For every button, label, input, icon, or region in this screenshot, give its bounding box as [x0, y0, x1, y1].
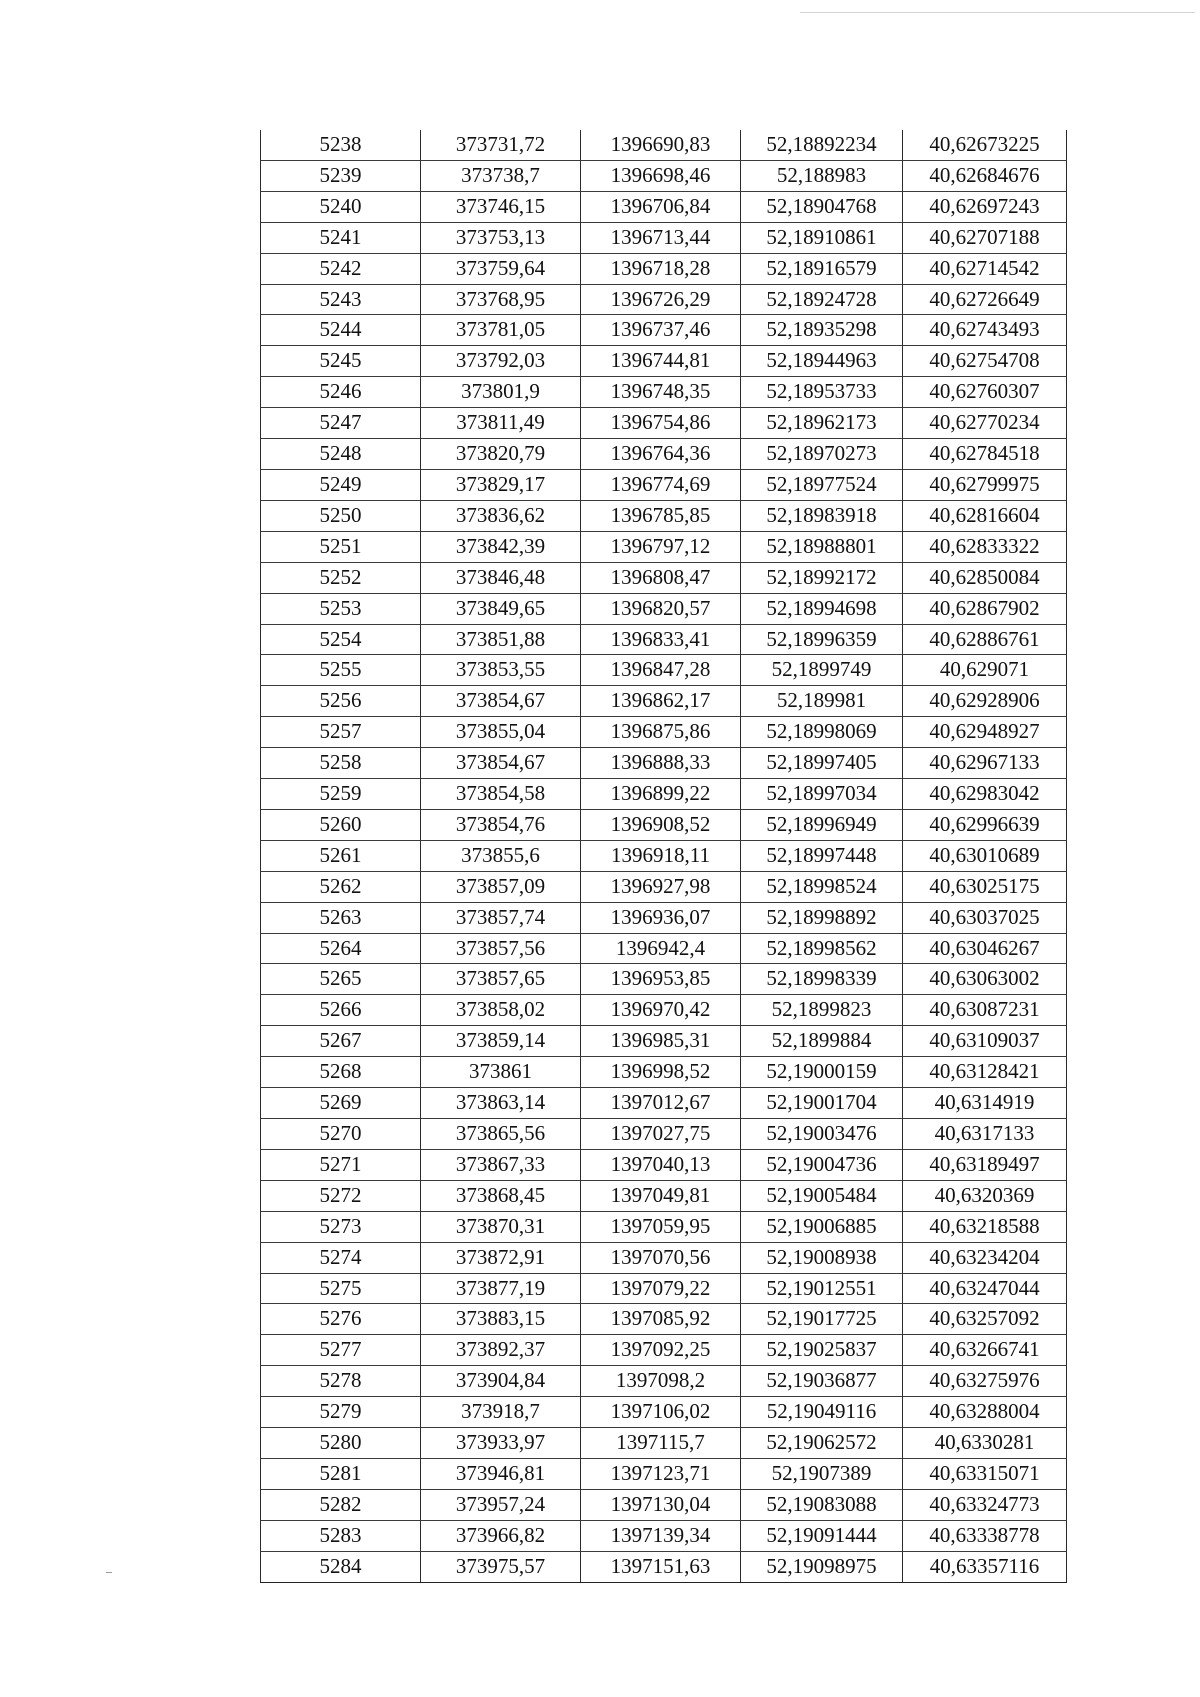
- table-row: [261, 315, 1067, 346]
- table-row: [261, 1026, 1067, 1057]
- x-coordinate-cell: 373855,04: [421, 717, 581, 748]
- x-coordinate-cell: 373746,15: [421, 191, 581, 222]
- longitude-cell: 40,63037025: [903, 902, 1067, 933]
- x-coordinate-cell: 373868,45: [421, 1180, 581, 1211]
- y-coordinate-cell: 1396754,86: [581, 408, 741, 439]
- y-coordinate-cell: 1397115,7: [581, 1428, 741, 1459]
- latitude-cell: 52,189981: [741, 686, 903, 717]
- table-row: [261, 222, 1067, 253]
- x-coordinate-cell: 373918,7: [421, 1397, 581, 1428]
- longitude-cell: 40,63109037: [903, 1026, 1067, 1057]
- x-coordinate-cell: 373846,48: [421, 562, 581, 593]
- point-number-cell: 5247: [261, 408, 421, 439]
- point-number-cell: 5251: [261, 531, 421, 562]
- latitude-cell: 52,19003476: [741, 1119, 903, 1150]
- longitude-cell: 40,6317133: [903, 1119, 1067, 1150]
- y-coordinate-cell: 1397059,95: [581, 1211, 741, 1242]
- table-row: [261, 1335, 1067, 1366]
- point-number-cell: 5240: [261, 191, 421, 222]
- x-coordinate-cell: 373957,24: [421, 1489, 581, 1520]
- latitude-cell: 52,19006885: [741, 1211, 903, 1242]
- longitude-cell: 40,62996639: [903, 809, 1067, 840]
- table-row: [261, 500, 1067, 531]
- table-row: [261, 1489, 1067, 1520]
- latitude-cell: 52,18996359: [741, 624, 903, 655]
- x-coordinate-cell: 373904,84: [421, 1366, 581, 1397]
- latitude-cell: 52,19005484: [741, 1180, 903, 1211]
- x-coordinate-cell: 373753,13: [421, 222, 581, 253]
- table-row: [261, 253, 1067, 284]
- y-coordinate-cell: 1396797,12: [581, 531, 741, 562]
- x-coordinate-cell: 373857,74: [421, 902, 581, 933]
- longitude-cell: 40,6314919: [903, 1088, 1067, 1119]
- latitude-cell: 52,18998892: [741, 902, 903, 933]
- y-coordinate-cell: 1396744,81: [581, 346, 741, 377]
- longitude-cell: 40,62928906: [903, 686, 1067, 717]
- x-coordinate-cell: 373883,15: [421, 1304, 581, 1335]
- longitude-cell: 40,62833322: [903, 531, 1067, 562]
- table-row: [261, 809, 1067, 840]
- point-number-cell: 5267: [261, 1026, 421, 1057]
- point-number-cell: 5258: [261, 748, 421, 779]
- longitude-cell: 40,63266741: [903, 1335, 1067, 1366]
- y-coordinate-cell: 1397139,34: [581, 1520, 741, 1551]
- latitude-cell: 52,18910861: [741, 222, 903, 253]
- x-coordinate-cell: 373854,76: [421, 809, 581, 840]
- point-number-cell: 5283: [261, 1520, 421, 1551]
- point-number-cell: 5276: [261, 1304, 421, 1335]
- x-coordinate-cell: 373857,65: [421, 964, 581, 995]
- x-coordinate-cell: 373731,72: [421, 130, 581, 160]
- point-number-cell: 5262: [261, 871, 421, 902]
- table-row: [261, 1149, 1067, 1180]
- latitude-cell: 52,18935298: [741, 315, 903, 346]
- x-coordinate-cell: 373738,7: [421, 160, 581, 191]
- table-row: [261, 1119, 1067, 1150]
- longitude-cell: 40,63275976: [903, 1366, 1067, 1397]
- x-coordinate-cell: 373859,14: [421, 1026, 581, 1057]
- table-row: [261, 377, 1067, 408]
- point-number-cell: 5244: [261, 315, 421, 346]
- table-row: [261, 1211, 1067, 1242]
- point-number-cell: 5250: [261, 500, 421, 531]
- latitude-cell: 52,18998524: [741, 871, 903, 902]
- table-row: [261, 1397, 1067, 1428]
- table-row: [261, 130, 1067, 160]
- latitude-cell: 52,18992172: [741, 562, 903, 593]
- point-number-cell: 5257: [261, 717, 421, 748]
- x-coordinate-cell: 373858,02: [421, 995, 581, 1026]
- table-row: [261, 779, 1067, 810]
- y-coordinate-cell: 1397027,75: [581, 1119, 741, 1150]
- point-number-cell: 5259: [261, 779, 421, 810]
- latitude-cell: 52,19001704: [741, 1088, 903, 1119]
- point-number-cell: 5280: [261, 1428, 421, 1459]
- latitude-cell: 52,18983918: [741, 500, 903, 531]
- x-coordinate-cell: 373865,56: [421, 1119, 581, 1150]
- point-number-cell: 5282: [261, 1489, 421, 1520]
- longitude-cell: 40,63025175: [903, 871, 1067, 902]
- y-coordinate-cell: 1396833,41: [581, 624, 741, 655]
- longitude-cell: 40,62770234: [903, 408, 1067, 439]
- table-row: [261, 1458, 1067, 1489]
- table-row: [261, 1273, 1067, 1304]
- latitude-cell: 52,188983: [741, 160, 903, 191]
- latitude-cell: 52,19036877: [741, 1366, 903, 1397]
- y-coordinate-cell: 1396888,33: [581, 748, 741, 779]
- point-number-cell: 5269: [261, 1088, 421, 1119]
- x-coordinate-cell: 373946,81: [421, 1458, 581, 1489]
- table-row: [261, 284, 1067, 315]
- longitude-cell: 40,63063002: [903, 964, 1067, 995]
- y-coordinate-cell: 1397151,63: [581, 1551, 741, 1582]
- point-number-cell: 5277: [261, 1335, 421, 1366]
- y-coordinate-cell: 1396936,07: [581, 902, 741, 933]
- x-coordinate-cell: 373853,55: [421, 655, 581, 686]
- point-number-cell: 5249: [261, 469, 421, 500]
- point-number-cell: 5255: [261, 655, 421, 686]
- x-coordinate-cell: 373811,49: [421, 408, 581, 439]
- point-number-cell: 5266: [261, 995, 421, 1026]
- x-coordinate-cell: 373820,79: [421, 439, 581, 470]
- longitude-cell: 40,62697243: [903, 191, 1067, 222]
- x-coordinate-cell: 373854,67: [421, 748, 581, 779]
- point-number-cell: 5274: [261, 1242, 421, 1273]
- longitude-cell: 40,629071: [903, 655, 1067, 686]
- longitude-cell: 40,62714542: [903, 253, 1067, 284]
- longitude-cell: 40,62726649: [903, 284, 1067, 315]
- table-row: [261, 1088, 1067, 1119]
- latitude-cell: 52,18953733: [741, 377, 903, 408]
- table-row: [261, 408, 1067, 439]
- table-row: [261, 964, 1067, 995]
- longitude-cell: 40,63357116: [903, 1551, 1067, 1582]
- latitude-cell: 52,19004736: [741, 1149, 903, 1180]
- longitude-cell: 40,63218588: [903, 1211, 1067, 1242]
- latitude-cell: 52,18997405: [741, 748, 903, 779]
- y-coordinate-cell: 1396726,29: [581, 284, 741, 315]
- y-coordinate-cell: 1396698,46: [581, 160, 741, 191]
- longitude-cell: 40,62754708: [903, 346, 1067, 377]
- latitude-cell: 52,18997034: [741, 779, 903, 810]
- longitude-cell: 40,6330281: [903, 1428, 1067, 1459]
- latitude-cell: 52,18988801: [741, 531, 903, 562]
- latitude-cell: 52,19012551: [741, 1273, 903, 1304]
- x-coordinate-cell: 373854,58: [421, 779, 581, 810]
- longitude-cell: 40,63324773: [903, 1489, 1067, 1520]
- latitude-cell: 52,19091444: [741, 1520, 903, 1551]
- latitude-cell: 52,1899749: [741, 655, 903, 686]
- y-coordinate-cell: 1396690,83: [581, 130, 741, 160]
- y-coordinate-cell: 1396820,57: [581, 593, 741, 624]
- longitude-cell: 40,62967133: [903, 748, 1067, 779]
- table-row: [261, 1242, 1067, 1273]
- longitude-cell: 40,63087231: [903, 995, 1067, 1026]
- y-coordinate-cell: 1397123,71: [581, 1458, 741, 1489]
- latitude-cell: 52,18924728: [741, 284, 903, 315]
- y-coordinate-cell: 1396706,84: [581, 191, 741, 222]
- point-number-cell: 5265: [261, 964, 421, 995]
- longitude-cell: 40,62760307: [903, 377, 1067, 408]
- y-coordinate-cell: 1396808,47: [581, 562, 741, 593]
- table-row: [261, 346, 1067, 377]
- x-coordinate-cell: 373854,67: [421, 686, 581, 717]
- longitude-cell: 40,62816604: [903, 500, 1067, 531]
- latitude-cell: 52,1907389: [741, 1458, 903, 1489]
- table-row: [261, 933, 1067, 964]
- point-number-cell: 5284: [261, 1551, 421, 1582]
- y-coordinate-cell: 1396774,69: [581, 469, 741, 500]
- latitude-cell: 52,18904768: [741, 191, 903, 222]
- point-number-cell: 5252: [261, 562, 421, 593]
- point-number-cell: 5270: [261, 1119, 421, 1150]
- scan-artifact-top-right: [800, 12, 1195, 13]
- point-number-cell: 5268: [261, 1057, 421, 1088]
- longitude-cell: 40,63189497: [903, 1149, 1067, 1180]
- table-row: [261, 717, 1067, 748]
- latitude-cell: 52,18962173: [741, 408, 903, 439]
- latitude-cell: 52,19017725: [741, 1304, 903, 1335]
- y-coordinate-cell: 1397040,13: [581, 1149, 741, 1180]
- x-coordinate-cell: 373829,17: [421, 469, 581, 500]
- longitude-cell: 40,62784518: [903, 439, 1067, 470]
- scan-artifact-left-dash: [106, 1572, 112, 1573]
- table-row: [261, 686, 1067, 717]
- table-row: [261, 871, 1067, 902]
- y-coordinate-cell: 1396875,86: [581, 717, 741, 748]
- latitude-cell: 52,19025837: [741, 1335, 903, 1366]
- longitude-cell: 40,62743493: [903, 315, 1067, 346]
- table-row: [261, 624, 1067, 655]
- longitude-cell: 40,63046267: [903, 933, 1067, 964]
- longitude-cell: 40,62707188: [903, 222, 1067, 253]
- table-row: [261, 562, 1067, 593]
- table-row: [261, 531, 1067, 562]
- table-row: [261, 191, 1067, 222]
- point-number-cell: 5246: [261, 377, 421, 408]
- point-number-cell: 5275: [261, 1273, 421, 1304]
- y-coordinate-cell: 1396942,4: [581, 933, 741, 964]
- table-row: [261, 1057, 1067, 1088]
- y-coordinate-cell: 1397106,02: [581, 1397, 741, 1428]
- point-number-cell: 5278: [261, 1366, 421, 1397]
- x-coordinate-cell: 373861: [421, 1057, 581, 1088]
- longitude-cell: 40,63315071: [903, 1458, 1067, 1489]
- table-row: [261, 439, 1067, 470]
- latitude-cell: 52,19062572: [741, 1428, 903, 1459]
- x-coordinate-cell: 373801,9: [421, 377, 581, 408]
- x-coordinate-cell: 373855,6: [421, 840, 581, 871]
- table-row: [261, 748, 1067, 779]
- y-coordinate-cell: 1396899,22: [581, 779, 741, 810]
- longitude-cell: 40,62867902: [903, 593, 1067, 624]
- table-row: [261, 160, 1067, 191]
- table-row: [261, 655, 1067, 686]
- x-coordinate-cell: 373933,97: [421, 1428, 581, 1459]
- longitude-cell: 40,63247044: [903, 1273, 1067, 1304]
- point-number-cell: 5272: [261, 1180, 421, 1211]
- point-number-cell: 5263: [261, 902, 421, 933]
- y-coordinate-cell: 1396847,28: [581, 655, 741, 686]
- latitude-cell: 52,19008938: [741, 1242, 903, 1273]
- latitude-cell: 52,19083088: [741, 1489, 903, 1520]
- x-coordinate-cell: 373867,33: [421, 1149, 581, 1180]
- latitude-cell: 52,19049116: [741, 1397, 903, 1428]
- longitude-cell: 40,62684676: [903, 160, 1067, 191]
- x-coordinate-cell: 373768,95: [421, 284, 581, 315]
- longitude-cell: 40,63257092: [903, 1304, 1067, 1335]
- longitude-cell: 40,62850084: [903, 562, 1067, 593]
- longitude-cell: 40,63128421: [903, 1057, 1067, 1088]
- longitude-cell: 40,63288004: [903, 1397, 1067, 1428]
- latitude-cell: 52,19000159: [741, 1057, 903, 1088]
- latitude-cell: 52,18944963: [741, 346, 903, 377]
- y-coordinate-cell: 1397130,04: [581, 1489, 741, 1520]
- table-row: [261, 1304, 1067, 1335]
- x-coordinate-cell: 373836,62: [421, 500, 581, 531]
- latitude-cell: 52,18996949: [741, 809, 903, 840]
- longitude-cell: 40,62886761: [903, 624, 1067, 655]
- latitude-cell: 52,1899884: [741, 1026, 903, 1057]
- x-coordinate-cell: 373877,19: [421, 1273, 581, 1304]
- point-number-cell: 5264: [261, 933, 421, 964]
- y-coordinate-cell: 1397085,92: [581, 1304, 741, 1335]
- longitude-cell: 40,63010689: [903, 840, 1067, 871]
- table-row: [261, 593, 1067, 624]
- point-number-cell: 5281: [261, 1458, 421, 1489]
- table-row: [261, 1366, 1067, 1397]
- longitude-cell: 40,62983042: [903, 779, 1067, 810]
- y-coordinate-cell: 1397049,81: [581, 1180, 741, 1211]
- point-number-cell: 5271: [261, 1149, 421, 1180]
- x-coordinate-cell: 373863,14: [421, 1088, 581, 1119]
- x-coordinate-cell: 373781,05: [421, 315, 581, 346]
- longitude-cell: 40,6320369: [903, 1180, 1067, 1211]
- longitude-cell: 40,62673225: [903, 130, 1067, 160]
- y-coordinate-cell: 1396953,85: [581, 964, 741, 995]
- y-coordinate-cell: 1396748,35: [581, 377, 741, 408]
- point-number-cell: 5260: [261, 809, 421, 840]
- latitude-cell: 52,18977524: [741, 469, 903, 500]
- y-coordinate-cell: 1396918,11: [581, 840, 741, 871]
- x-coordinate-cell: 373759,64: [421, 253, 581, 284]
- y-coordinate-cell: 1396908,52: [581, 809, 741, 840]
- longitude-cell: 40,63234204: [903, 1242, 1067, 1273]
- table-row: [261, 1520, 1067, 1551]
- longitude-cell: 40,62948927: [903, 717, 1067, 748]
- y-coordinate-cell: 1397012,67: [581, 1088, 741, 1119]
- x-coordinate-cell: 373857,09: [421, 871, 581, 902]
- y-coordinate-cell: 1396998,52: [581, 1057, 741, 1088]
- latitude-cell: 52,18994698: [741, 593, 903, 624]
- point-number-cell: 5243: [261, 284, 421, 315]
- x-coordinate-cell: 373892,37: [421, 1335, 581, 1366]
- y-coordinate-cell: 1396737,46: [581, 315, 741, 346]
- y-coordinate-cell: 1396862,17: [581, 686, 741, 717]
- x-coordinate-cell: 373857,56: [421, 933, 581, 964]
- table-row: [261, 1180, 1067, 1211]
- latitude-cell: 52,18916579: [741, 253, 903, 284]
- y-coordinate-cell: 1397092,25: [581, 1335, 741, 1366]
- point-number-cell: 5254: [261, 624, 421, 655]
- longitude-cell: 40,63338778: [903, 1520, 1067, 1551]
- y-coordinate-cell: 1396785,85: [581, 500, 741, 531]
- point-number-cell: 5273: [261, 1211, 421, 1242]
- point-number-cell: 5261: [261, 840, 421, 871]
- point-number-cell: 5256: [261, 686, 421, 717]
- point-number-cell: 5248: [261, 439, 421, 470]
- x-coordinate-cell: 373849,65: [421, 593, 581, 624]
- latitude-cell: 52,18998339: [741, 964, 903, 995]
- y-coordinate-cell: 1397070,56: [581, 1242, 741, 1273]
- latitude-cell: 52,19098975: [741, 1551, 903, 1582]
- table-row: [261, 995, 1067, 1026]
- table-row: [261, 840, 1067, 871]
- x-coordinate-cell: 373870,31: [421, 1211, 581, 1242]
- y-coordinate-cell: 1396927,98: [581, 871, 741, 902]
- point-number-cell: 5241: [261, 222, 421, 253]
- y-coordinate-cell: 1397098,2: [581, 1366, 741, 1397]
- latitude-cell: 52,18970273: [741, 439, 903, 470]
- latitude-cell: 52,18998069: [741, 717, 903, 748]
- x-coordinate-cell: 373975,57: [421, 1551, 581, 1582]
- latitude-cell: 52,18892234: [741, 130, 903, 160]
- point-number-cell: 5245: [261, 346, 421, 377]
- x-coordinate-cell: 373872,91: [421, 1242, 581, 1273]
- y-coordinate-cell: 1396713,44: [581, 222, 741, 253]
- x-coordinate-cell: 373966,82: [421, 1520, 581, 1551]
- point-number-cell: 5239: [261, 160, 421, 191]
- y-coordinate-cell: 1396970,42: [581, 995, 741, 1026]
- y-coordinate-cell: 1396985,31: [581, 1026, 741, 1057]
- x-coordinate-cell: 373851,88: [421, 624, 581, 655]
- coordinates-table-body: [261, 130, 1067, 1582]
- point-number-cell: 5242: [261, 253, 421, 284]
- y-coordinate-cell: 1396718,28: [581, 253, 741, 284]
- latitude-cell: 52,1899823: [741, 995, 903, 1026]
- table-row: [261, 902, 1067, 933]
- table-row: [261, 469, 1067, 500]
- table-row: [261, 1551, 1067, 1582]
- point-number-cell: 5253: [261, 593, 421, 624]
- coordinates-table: [260, 130, 1067, 1583]
- y-coordinate-cell: 1397079,22: [581, 1273, 741, 1304]
- x-coordinate-cell: 373842,39: [421, 531, 581, 562]
- table-row: [261, 1428, 1067, 1459]
- latitude-cell: 52,18998562: [741, 933, 903, 964]
- x-coordinate-cell: 373792,03: [421, 346, 581, 377]
- longitude-cell: 40,62799975: [903, 469, 1067, 500]
- y-coordinate-cell: 1396764,36: [581, 439, 741, 470]
- latitude-cell: 52,18997448: [741, 840, 903, 871]
- point-number-cell: 5279: [261, 1397, 421, 1428]
- point-number-cell: 5238: [261, 130, 421, 160]
